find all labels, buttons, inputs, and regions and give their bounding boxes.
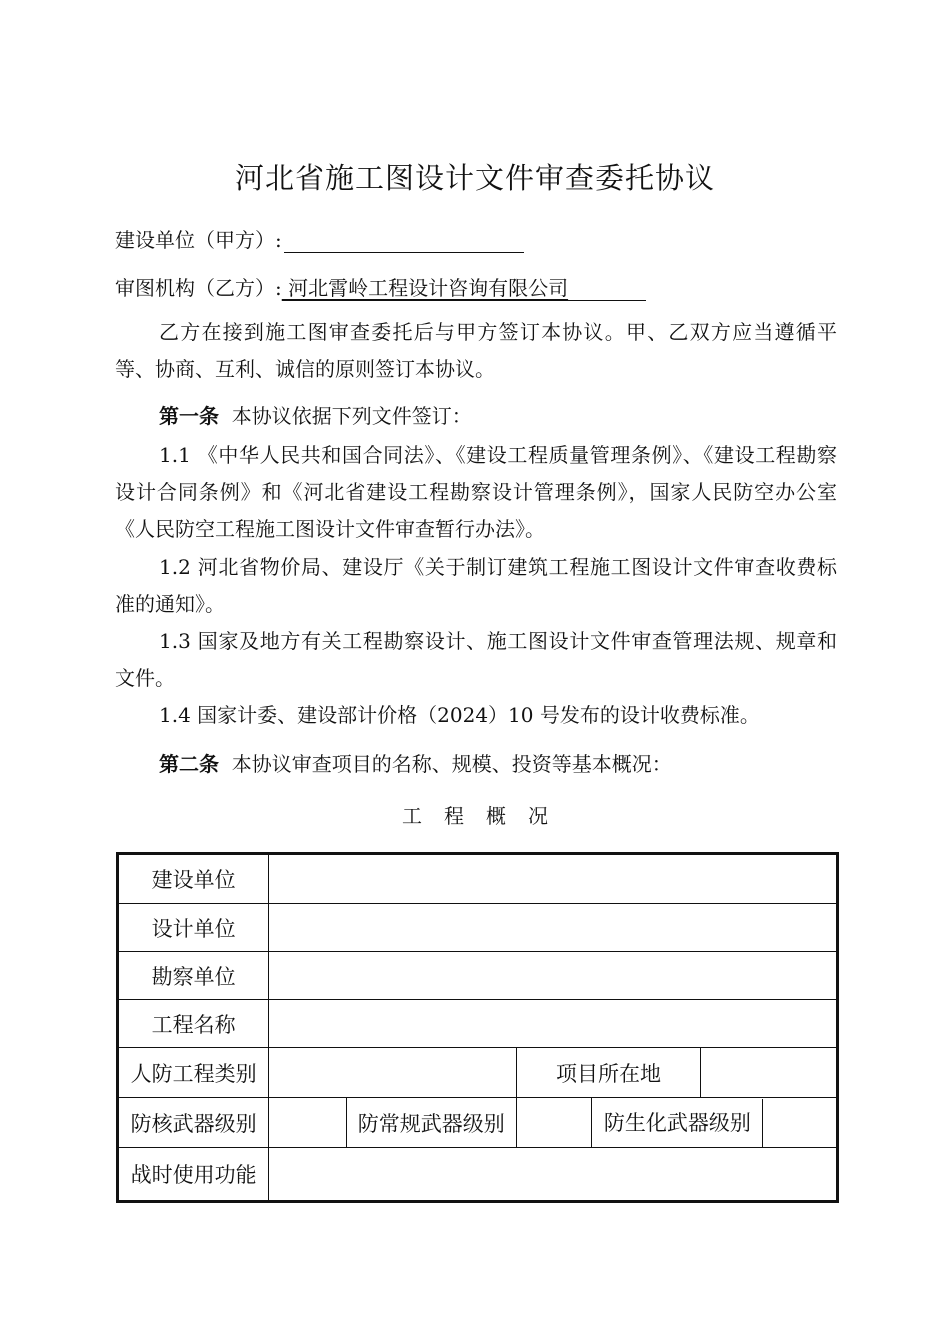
project-overview-table [116,852,839,1203]
article2-text: 本协议审查项目的名称、规模、投资等基本概况： [231,752,672,776]
party-b-value: 河北霄岭工程设计咨询有限公司 [281,276,569,300]
project-location-label: 项目所在地 [516,1048,700,1098]
article1-item-1: 1.1 《中华人民共和国合同法》、《建设工程质量管理条例》、《建设工程勘察设计合同条例》和《河北省建设工程勘察设计管理条例》，国家人民防空办公室《人民防空工程施工图设计文件审查暂行办法》。 [115,443,837,541]
construction-unit-label: 建设单位 [118,854,269,904]
project-name-label: 工程名称 [118,1000,269,1048]
party-a-line [115,224,524,253]
article1-text: 本协议依据下列文件签订： [231,404,472,428]
party-a-label: 建设单位（甲方）: [115,228,282,252]
table-row [118,1098,838,1148]
table-caption: 工程概况 [402,804,570,828]
party-b-blank [568,280,646,301]
nuclear-level-cell[interactable] [269,1098,347,1148]
party-a-blank[interactable] [284,232,524,253]
survey-unit-cell[interactable] [269,952,838,1000]
project-name-cell[interactable] [269,1000,838,1048]
table-row [118,1148,838,1202]
party-b-line [115,272,646,301]
article2-heading-line [115,746,837,783]
conventional-level-cell[interactable] [516,1098,592,1148]
article1-heading: 第一条 [159,404,219,428]
intro-paragraph: 乙方在接到施工图审查委托后与甲方签订本协议。甲、乙双方应当遵循平等、协商、互利、诚信的原则签订本协议。 [115,320,837,381]
civil-defense-type-label: 人防工程类别 [118,1048,269,1098]
table-row [118,854,838,904]
survey-unit-label: 勘察单位 [118,952,269,1000]
wartime-function-label: 战时使用功能 [118,1148,269,1202]
table-row [118,952,838,1000]
table-row [118,1048,838,1098]
design-unit-label: 设计单位 [118,904,269,952]
civil-defense-type-cell[interactable] [269,1048,517,1098]
design-unit-cell[interactable] [269,904,838,952]
chemical-level-label: 防生化武器级别 [592,1099,763,1147]
chemical-level-group [592,1098,838,1148]
article2-heading: 第二条 [159,752,219,776]
party-b-label: 审图机构（乙方）: [115,276,282,300]
table-row [118,904,838,952]
document-title: 河北省施工图设计文件审查委托协议 [234,161,715,195]
wartime-function-cell[interactable] [269,1148,838,1202]
article1-item-4: 1.4 国家计委、建设部计价格（2024）10 号发布的设计收费标准。 [159,703,760,727]
table-row [118,1000,838,1048]
article1-item-3: 1.3 国家及地方有关工程勘察设计、施工图设计文件审查管理法规、规章和文件。 [115,629,837,690]
nuclear-level-label: 防核武器级别 [118,1098,269,1148]
article1-item-2: 1.2 河北省物价局、建设厅《关于制订建筑工程施工图设计文件审查收费标准的通知》。 [115,555,837,616]
conventional-level-label: 防常规武器级别 [346,1098,516,1148]
article1-heading-line [115,398,837,435]
construction-unit-cell[interactable] [269,854,838,904]
project-location-cell[interactable] [701,1048,838,1098]
